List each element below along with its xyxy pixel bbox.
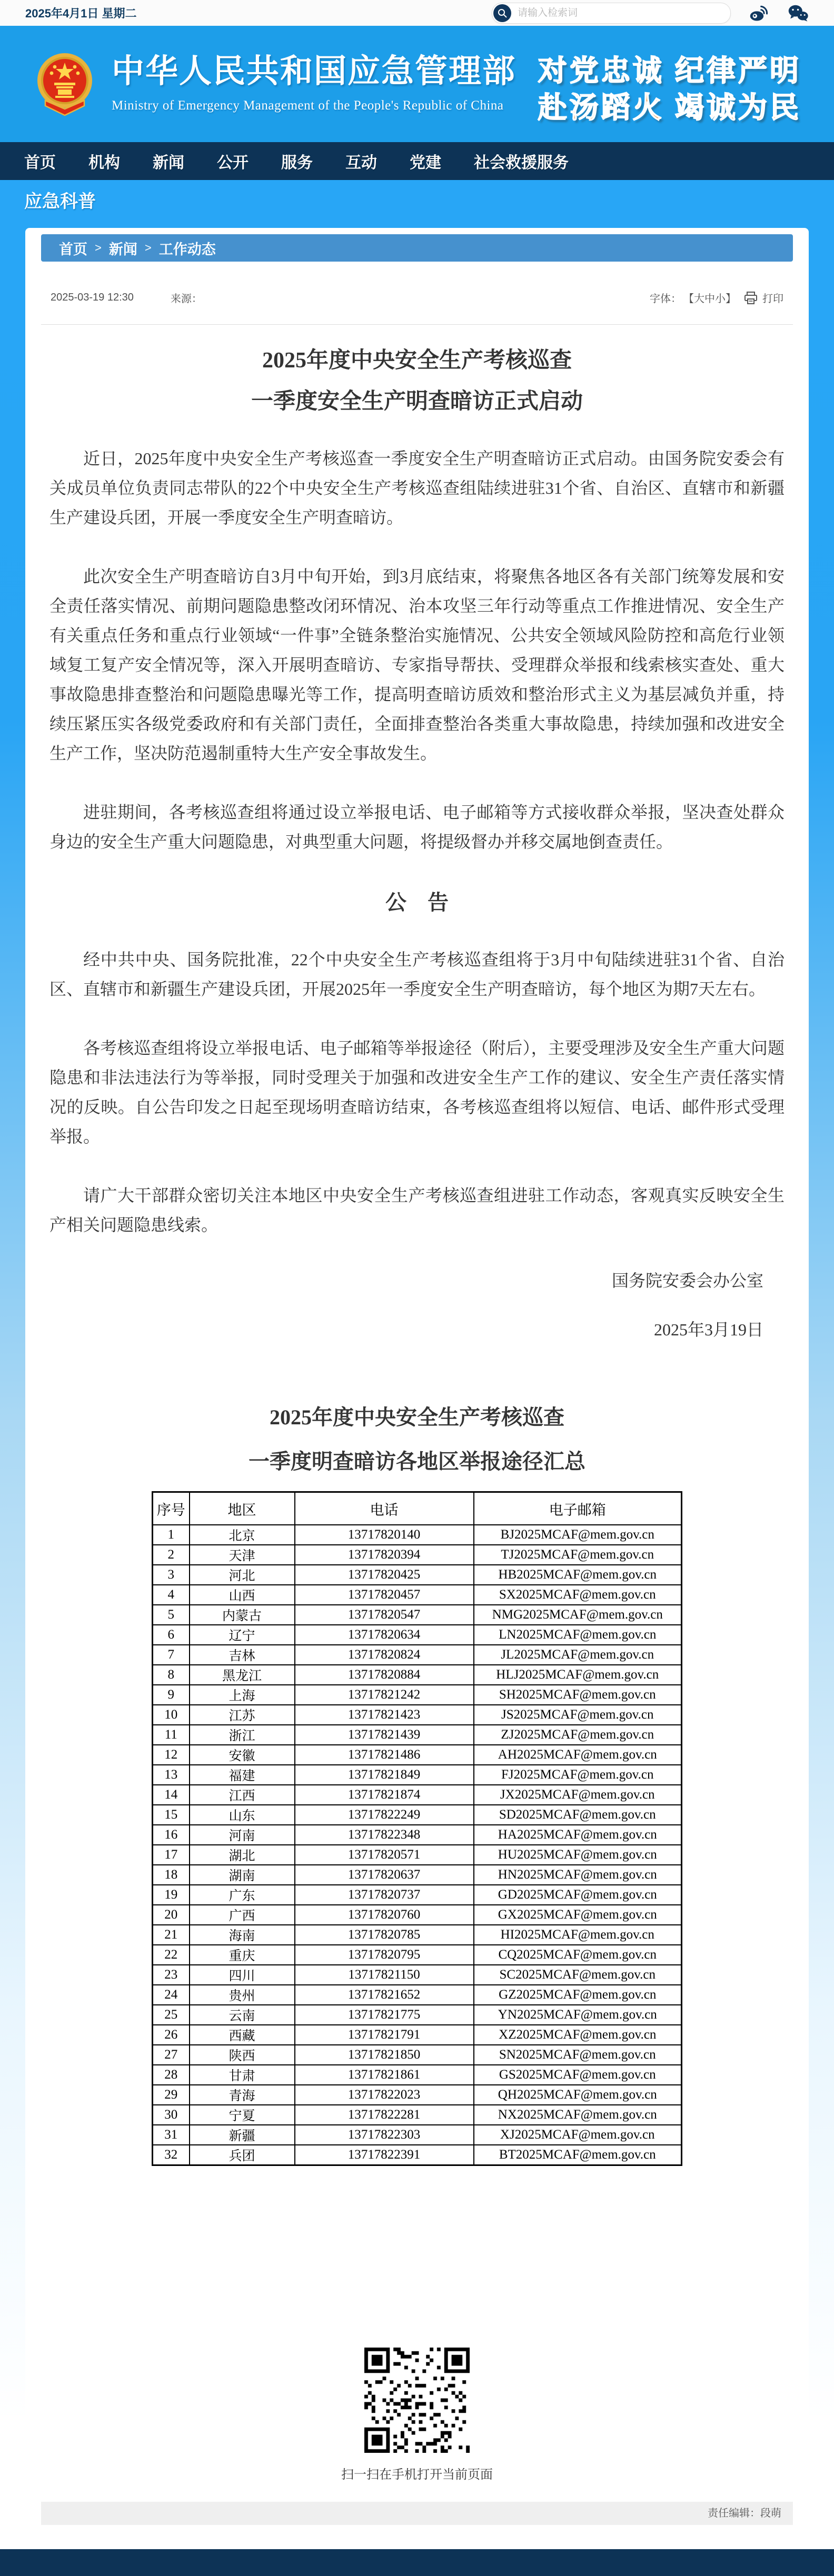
table-row [153,1845,682,1865]
table-cell: 10 [153,1705,190,1725]
table-cell: 13717822303 [295,2125,474,2145]
table-cell: 30 [153,2105,190,2125]
table-cell: 13 [153,1765,190,1785]
table-cell: 广西 [190,1905,295,1925]
table-cell: 12 [153,1745,190,1765]
table-cell: 四川 [190,1965,295,1985]
breadcrumb-separator: > [144,241,152,254]
table-cell: CQ2025MCAF@mem.gov.cn [474,1945,682,1965]
table-cell: 13717820547 [295,1605,474,1625]
sub-nav-strip [0,180,834,228]
table-row [153,1805,682,1825]
table-cell: 13717821775 [295,2005,474,2025]
table-cell: 北京 [190,1525,295,1545]
table-cell: 13717821849 [295,1765,474,1785]
nav-item-social-rescue[interactable]: 社会救援服务 [474,154,569,172]
table-cell: 甘肃 [190,2065,295,2085]
table-cell: 13717820760 [295,1905,474,1925]
article-paragraph: 进驻期间，各考核巡查组将通过设立举报电话、电子邮箱等方式接收群众举报，坚决查处群众身边的安全生产重大问题隐患，对典型重大问题，将提级督办并移交属地倒查责任。 [49,803,785,851]
table-row [153,2125,682,2145]
table-cell: SX2025MCAF@mem.gov.cn [474,1585,682,1605]
table-cell: 13717820425 [295,1565,474,1585]
article-meta [41,290,793,305]
table-row [153,2045,682,2065]
table-cell: 29 [153,2085,190,2105]
table-cell: 13717820824 [295,1645,474,1665]
print-label: 打印 [762,293,783,305]
article-paragraph: 此次安全生产明查暗访自3月中旬开始，到3月底结束，将聚焦各地区各有关部门统筹发展和安全责任落实情况、前期问题隐患整改闭环情况、治本攻坚三年行动等重点工作推进情况、安全生产有关重点任务和重点行业领域“一件事”全链条整治实施情况、公共安全领域风险防控和高危行业领域复工复产安全情况等，深入开展明查暗访、专家指导帮扶、受理群众举报和线索核实查处、重大事故隐患排查整治和问题隐患曝光等工作，提高明查暗访质效和整治形式主义为基层减负并重，持续压紧压实各级党委政府和有关部门责任，全面排查整治各类重大事故隐患，持续加强和改进安全生产工作，坚决防范遏制重特大生产安全事故发生。 [49,567,785,763]
table-cell: 13717820634 [295,1625,474,1645]
table-cell: HI2025MCAF@mem.gov.cn [474,1925,682,1945]
table-cell: SD2025MCAF@mem.gov.cn [474,1805,682,1825]
table-cell: GD2025MCAF@mem.gov.cn [474,1885,682,1905]
table-cell: YN2025MCAF@mem.gov.cn [474,2005,682,2025]
table-cell: 河北 [190,1565,295,1585]
table-cell: 16 [153,1825,190,1845]
table-cell: 云南 [190,2005,295,2025]
notice-paragraph: 经中共中央、国务院批准，22个中央安全生产考核巡查组将于3月中旬陆续进驻31个省、自治区、直辖市和新疆生产建设兵团，开展2025年一季度安全生产明查暗访，每个地区为期7天左右。 [49,950,785,999]
divider-line [41,324,793,325]
printer-icon [743,291,758,305]
table-cell: XJ2025MCAF@mem.gov.cn [474,2125,682,2145]
table-cell: 山东 [190,1805,295,1825]
site-subtitle-en: Ministry of Emergency Management of the People's Republic of China [112,98,504,113]
breadcrumb-news[interactable]: 新闻 [108,241,137,257]
table-cell: 广东 [190,1885,295,1905]
table-cell: 内蒙古 [190,1605,295,1625]
col-header-region: 地区 [190,1492,295,1525]
report-channels-table [152,1491,682,2166]
table-cell: 8 [153,1665,190,1685]
table-cell: 13717820795 [295,1945,474,1965]
qr-section [41,2348,793,2483]
table-cell: NX2025MCAF@mem.gov.cn [474,2105,682,2125]
table-cell: 13717821423 [295,1705,474,1725]
table-cell: 海南 [190,1925,295,1945]
search-icon[interactable] [493,4,511,22]
table-cell: GZ2025MCAF@mem.gov.cn [474,1985,682,2005]
nav-item-interaction[interactable]: 互动 [345,154,377,172]
qr-code [364,2348,470,2453]
notice-paragraph: 请广大干部群众密切关注本地区中央安全生产考核巡查组进驻工作动态，客观真实反映安全生产相关问题隐患线索。 [49,1186,785,1234]
table-cell: HU2025MCAF@mem.gov.cn [474,1845,682,1865]
table-cell: SC2025MCAF@mem.gov.cn [474,1965,682,1985]
table-cell: 19 [153,1885,190,1905]
table-cell: 江西 [190,1785,295,1805]
table-row [153,1645,682,1665]
table-cell: 西藏 [190,2025,295,2045]
table-row [153,1585,682,1605]
table-cell: 13717821150 [295,1965,474,1985]
nav-item-disclosure[interactable]: 公开 [217,154,249,172]
table-cell: AH2025MCAF@mem.gov.cn [474,1745,682,1765]
table-cell: 13717821439 [295,1725,474,1745]
table-cell: 18 [153,1865,190,1885]
table-cell: 23 [153,1965,190,1985]
table-cell: 青海 [190,2085,295,2105]
nav-item-orgs[interactable]: 机构 [88,154,120,172]
source-label: 来源： [170,293,202,305]
table-row [153,1685,682,1705]
table-cell: 13717821791 [295,2025,474,2045]
table-cell: 20 [153,1905,190,1925]
table-cell: 1 [153,1525,190,1545]
current-date: 2025年4月1日 星期二 [25,7,137,20]
table-cell: 13717820571 [295,1845,474,1865]
table-row [153,1525,682,1545]
table-header-row [153,1492,682,1525]
site-title: 中华人民共和国应急管理部 [112,53,517,89]
table-cell: XZ2025MCAF@mem.gov.cn [474,2025,682,2045]
weibo-icon[interactable] [749,3,770,24]
col-header-phone: 电话 [295,1492,474,1525]
table-cell: HN2025MCAF@mem.gov.cn [474,1865,682,1885]
table-cell: NMG2025MCAF@mem.gov.cn [474,1605,682,1625]
table-cell: 13717822249 [295,1805,474,1825]
table-cell: ZJ2025MCAF@mem.gov.cn [474,1725,682,1745]
table-cell: 贵州 [190,1985,295,2005]
table-cell: GS2025MCAF@mem.gov.cn [474,2065,682,2085]
table-row [153,1705,682,1725]
notice-title: 公 告 [385,891,449,914]
table-cell: 湖南 [190,1865,295,1885]
table-cell: 13717820637 [295,1865,474,1885]
table-title-line1: 2025年度中央安全生产考核巡查 [270,1405,564,1429]
table-cell: 7 [153,1645,190,1665]
subnav-emergency-science[interactable]: 应急科普 [24,192,96,212]
table-row [153,2085,682,2105]
table-cell: 陕西 [190,2045,295,2065]
site-header [0,26,834,142]
publish-datetime: 2025-03-19 12:30 [51,292,134,303]
table-cell: 安徽 [190,1745,295,1765]
national-emblem-logo [35,48,95,119]
table-row [153,1565,682,1585]
article-title-line2: 一季度安全生产明查暗访正式启动 [251,390,583,414]
table-cell: 13717821850 [295,2045,474,2065]
table-row [153,1605,682,1625]
table-row [153,2105,682,2125]
table-cell: 浙江 [190,1725,295,1745]
wechat-icon[interactable] [788,3,809,24]
notice-paragraph: 各考核巡查组将设立举报电话、电子邮箱等举报途径（附后），主要受理涉及安全生产重大问题隐患和非法违法行为等举报，同时受理关于加强和改进安全生产工作的建议、安全生产责任落实情况的反映。自公告印发之日起至现场明查暗访结束，各考核巡查组将以短信、电话、邮件形式受理举报。 [49,1039,785,1146]
table-row [153,2065,682,2085]
table-cell: 17 [153,1845,190,1865]
col-header-email: 电子邮箱 [474,1492,682,1525]
qr-caption: 扫一扫在手机打开当前页面 [341,2468,493,2482]
table-cell: 4 [153,1585,190,1605]
table-cell: GX2025MCAF@mem.gov.cn [474,1905,682,1925]
table-cell: TJ2025MCAF@mem.gov.cn [474,1545,682,1565]
search-box[interactable] [492,3,731,24]
table-cell: 28 [153,2065,190,2085]
table-cell: 13717820140 [295,1525,474,1545]
table-cell: 31 [153,2125,190,2145]
table-row [153,1625,682,1645]
table-cell: 2 [153,1545,190,1565]
table-cell: 辽宁 [190,1625,295,1645]
table-cell: 13717820884 [295,1665,474,1685]
table-cell: BJ2025MCAF@mem.gov.cn [474,1525,682,1545]
table-row [153,2145,682,2165]
table-row [153,2025,682,2045]
table-cell: 天津 [190,1545,295,1565]
breadcrumb-current: 工作动态 [158,241,216,257]
table-row [153,1885,682,1905]
table-row [153,1665,682,1685]
table-cell: 13717822391 [295,2145,474,2165]
table-row [153,1725,682,1745]
table-cell: 14 [153,1785,190,1805]
table-row [153,1905,682,1925]
table-cell: 13717822023 [295,2085,474,2105]
nav-item-party[interactable]: 党建 [410,154,441,172]
table-cell: 13717820457 [295,1585,474,1605]
table-cell: 江苏 [190,1705,295,1725]
table-cell: 24 [153,1985,190,2005]
table-title-line2: 一季度明查暗访各地区举报途径汇总 [249,1450,585,1473]
article-title-line1: 2025年度中央安全生产考核巡查 [262,348,572,373]
table-cell: 21 [153,1925,190,1945]
table-cell: 河南 [190,1825,295,1845]
breadcrumb-separator: > [95,241,102,254]
table-cell: SN2025MCAF@mem.gov.cn [474,2045,682,2065]
table-cell: JS2025MCAF@mem.gov.cn [474,1705,682,1725]
table-cell: 13717820737 [295,1885,474,1905]
table-cell: 山西 [190,1585,295,1605]
table-cell: 32 [153,2145,190,2165]
table-cell: 22 [153,1945,190,1965]
content-card [25,228,809,2549]
table-row [153,1765,682,1785]
table-cell: HA2025MCAF@mem.gov.cn [474,1825,682,1845]
table-cell: 9 [153,1685,190,1705]
col-header-index: 序号 [153,1492,190,1525]
signature-date: 2025年3月19日 [653,1320,763,1339]
table-row [153,1865,682,1885]
table-cell: 宁夏 [190,2105,295,2125]
signature-office: 国务院安委会办公室 [611,1271,763,1290]
table-cell: 5 [153,1605,190,1625]
table-cell: 黑龙江 [190,1665,295,1685]
editor-bar [41,2502,793,2525]
table-row [153,1965,682,1985]
slogan-banner [538,52,801,126]
table-row [153,1985,682,2005]
article-paragraph: 近日，2025年度中央安全生产考核巡查一季度安全生产明查暗访正式启动。由国务院安委会有关成员单位负责同志带队的22个中央安全生产考核巡查组陆续进驻31个省、自治区、直辖市和新疆生产建设兵团，开展一季度安全生产明查暗访。 [49,449,785,527]
table-cell: 13717821874 [295,1785,474,1805]
table-row [153,1785,682,1805]
table-cell: 新疆 [190,2125,295,2145]
table-cell: FJ2025MCAF@mem.gov.cn [474,1765,682,1785]
breadcrumb [41,234,793,262]
breadcrumb-home[interactable]: 首页 [59,241,87,257]
table-cell: 3 [153,1565,190,1585]
table-cell: QH2025MCAF@mem.gov.cn [474,2085,682,2105]
table-row [153,1545,682,1565]
table-cell: 吉林 [190,1645,295,1665]
table-cell: BT2025MCAF@mem.gov.cn [474,2145,682,2165]
table-row [153,1825,682,1845]
nav-item-home[interactable]: 首页 [24,154,56,172]
table-cell: 13717821242 [295,1685,474,1705]
table-cell: 13717822348 [295,1825,474,1845]
table-cell: HLJ2025MCAF@mem.gov.cn [474,1665,682,1685]
font-size-label: 字体： [650,293,681,305]
table-cell: 11 [153,1725,190,1745]
table-cell: 13717821861 [295,2065,474,2085]
table-cell: HB2025MCAF@mem.gov.cn [474,1565,682,1585]
page-footer [0,2549,834,2576]
print-button[interactable] [743,290,783,305]
table-cell: 13717820394 [295,1545,474,1565]
table-cell: JL2025MCAF@mem.gov.cn [474,1645,682,1665]
table-cell: 福建 [190,1765,295,1785]
responsible-editor: 责任编辑：段萌 [708,2508,781,2519]
table-row [153,1945,682,1965]
table-cell: SH2025MCAF@mem.gov.cn [474,1685,682,1705]
table-cell: 重庆 [190,1945,295,1965]
table-cell: LN2025MCAF@mem.gov.cn [474,1625,682,1645]
table-cell: 13717820785 [295,1925,474,1945]
table-cell: 15 [153,1805,190,1825]
main-nav [0,142,834,180]
font-size-switcher[interactable]: 【大中小】 [683,293,736,305]
nav-item-news[interactable]: 新闻 [153,154,184,172]
table-row [153,1745,682,1765]
table-cell: 兵团 [190,2145,295,2165]
nav-item-services[interactable]: 服务 [281,154,313,172]
table-cell: 26 [153,2025,190,2045]
table-cell: 上海 [190,1685,295,1705]
slogan-line-2: 赴汤蹈火 竭诚为民 [538,91,801,124]
table-cell: 6 [153,1625,190,1645]
table-row [153,2005,682,2025]
table-cell: 13717821486 [295,1745,474,1765]
top-bar [0,0,834,26]
table-cell: JX2025MCAF@mem.gov.cn [474,1785,682,1805]
table-cell: 25 [153,2005,190,2025]
search-input[interactable] [517,7,713,19]
table-row [153,1925,682,1945]
table-cell: 13717821652 [295,1985,474,2005]
table-cell: 湖北 [190,1845,295,1865]
table-cell: 13717822281 [295,2105,474,2125]
table-cell: 27 [153,2045,190,2065]
slogan-line-1: 对党忠诚 纪律严明 [538,54,801,87]
